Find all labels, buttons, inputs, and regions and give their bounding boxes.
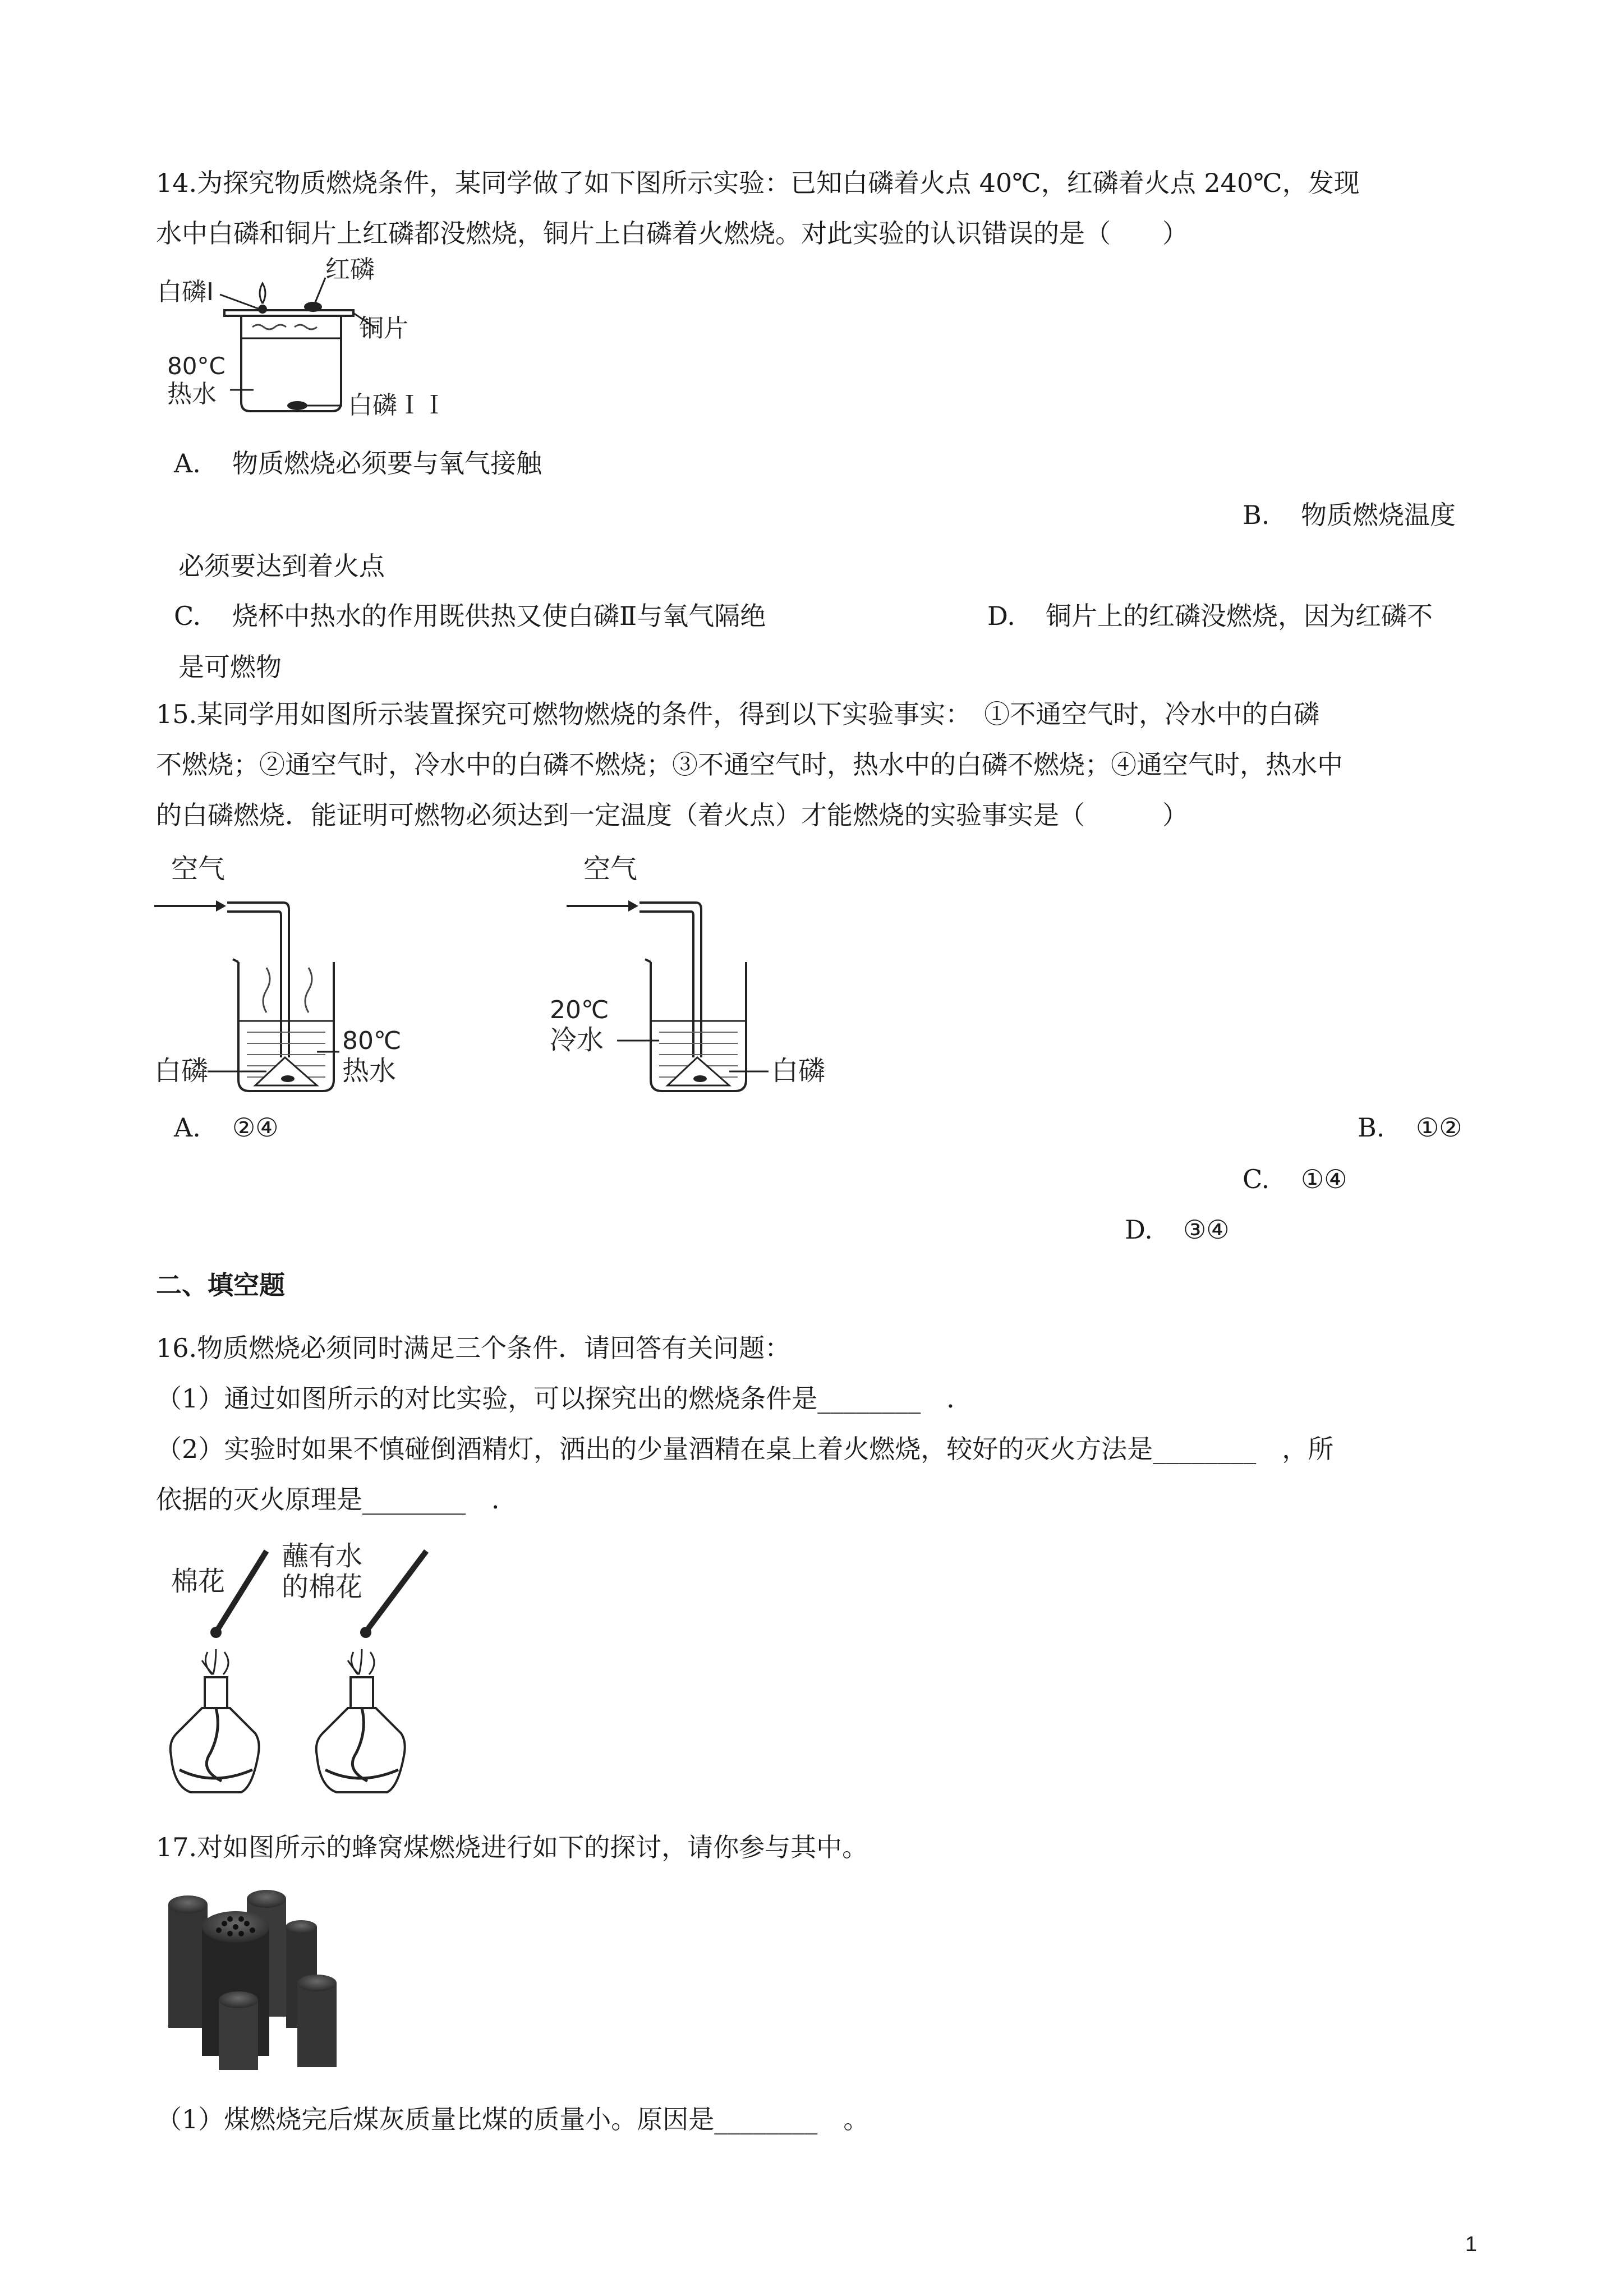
- q14-beaker-figure: [157, 255, 471, 426]
- q15-text-line3: 的白磷燃烧．能证明可燃物必须达到一定温度（着火点）才能燃烧的实验事实是（ ）: [156, 800, 1188, 830]
- q14-text-line1: 14.为探究物质燃烧条件，某同学做了如下图所示实验：已知白磷着火点 40℃，红磷着火点 240℃，发现: [156, 168, 1360, 198]
- q15-option-b[interactable]: B. ①②: [1358, 1112, 1462, 1143]
- q14-option-d-continued: 是可燃物: [178, 652, 282, 682]
- page-number: 1: [1465, 2233, 1477, 2256]
- label-air-left: 空气: [171, 853, 226, 885]
- label-temp-left: 80℃: [342, 1027, 402, 1055]
- beaker-outline: [241, 316, 341, 411]
- label-temperature: 80°C: [167, 352, 226, 380]
- q15-right-apparatus: [544, 844, 858, 1105]
- q15-text-line2: 不燃烧；②通空气时，冷水中的白磷不燃烧；③不通空气时，热水中的白磷不燃烧；④通空气时，热水中: [156, 749, 1343, 780]
- label-white-phosphorus-left: 白磷: [154, 1055, 209, 1087]
- label-white-phosphorus-right: 白磷: [771, 1055, 826, 1087]
- q17-text-line2: （1）煤燃烧完后煤灰质量比煤的质量小。原因是________ 。: [156, 2104, 869, 2134]
- q15-option-a[interactable]: A. ②④: [174, 1112, 279, 1143]
- label-wet-cotton-1: 蘸有水: [282, 1540, 363, 1572]
- copper-plate: [224, 310, 353, 316]
- arrow-icon: [216, 900, 226, 912]
- alcohol-lamp-left: [171, 1649, 259, 1792]
- alcohol-lamp-right: [316, 1649, 405, 1792]
- q16-text-line4: 依据的灭火原理是________ ．: [156, 1484, 517, 1515]
- label-air-right: 空气: [583, 853, 638, 885]
- label-hot-water-left: 热水: [342, 1055, 397, 1087]
- label-copper-plate: 铜片: [359, 314, 408, 343]
- red-phosphorus: [304, 302, 322, 312]
- white-phosphorus-1: [258, 305, 267, 314]
- label-cold-water-right: 冷水: [550, 1024, 604, 1056]
- label-red-phosphorus: 红磷: [325, 255, 375, 284]
- q16-text-line2: （1）通过如图所示的对比实验，可以探究出的燃烧条件是________ ．: [156, 1383, 973, 1414]
- q14-option-d[interactable]: D. 铜片上的红磷没燃烧，因为红磷不: [987, 601, 1433, 631]
- label-temp-right: 20℃: [550, 996, 609, 1024]
- q14-option-b[interactable]: B. 物质燃烧温度: [1243, 500, 1456, 530]
- label-hot-water: 热水: [167, 380, 217, 408]
- label-white-phosphorus-1: 白磷Ⅰ: [157, 278, 214, 306]
- q17-honeycomb-coal-image: [157, 1888, 348, 2078]
- section-heading-fill-in: 二、填空题: [156, 1270, 285, 1300]
- q16-alcohol-lamp-figure: [157, 1540, 460, 1828]
- q15-text-line1: 15.某同学用如图所示装置探究可燃物燃烧的条件，得到以下实验事实： ①不通空气时，冷水中的白磷: [156, 699, 1320, 729]
- q15-left-apparatus: [154, 844, 468, 1105]
- label-cotton: 棉花: [171, 1566, 226, 1597]
- q14-option-a[interactable]: A. 物质燃烧必须要与氧气接触: [174, 448, 542, 478]
- q15-option-d[interactable]: D. ③④: [1125, 1214, 1230, 1245]
- white-phosphorus-2: [287, 401, 307, 410]
- q14-option-b-continued: 必须要达到着火点: [178, 551, 385, 581]
- q16-text-line3: （2）实验时如果不慎碰倒酒精灯，洒出的少量酒精在桌上着火燃烧，较好的灭火方法是________ ，所: [156, 1434, 1334, 1464]
- q14-beaker-diagram: [157, 255, 471, 424]
- q15-option-c[interactable]: C. ①④: [1243, 1164, 1347, 1194]
- q14-text-line2: 水中白磷和铜片上红磷都没燃烧，铜片上白磷着火燃烧。对此实验的认识错误的是（ ）: [156, 218, 1188, 249]
- q16-text-line1: 16.物质燃烧必须同时满足三个条件．请回答有关问题：: [156, 1333, 791, 1363]
- label-wet-cotton-2: 的棉花: [282, 1571, 363, 1603]
- label-white-phosphorus-2: 白磷ＩＩ: [348, 391, 447, 420]
- q14-option-c[interactable]: C. 烧杯中热水的作用既供热又使白磷Ⅱ与氧气隔绝: [174, 601, 766, 631]
- q17-text-line1: 17.对如图所示的蜂窝煤燃烧进行如下的探讨，请你参与其中。: [156, 1832, 868, 1862]
- arrow-icon: [628, 900, 638, 912]
- flame-icon: [260, 283, 265, 303]
